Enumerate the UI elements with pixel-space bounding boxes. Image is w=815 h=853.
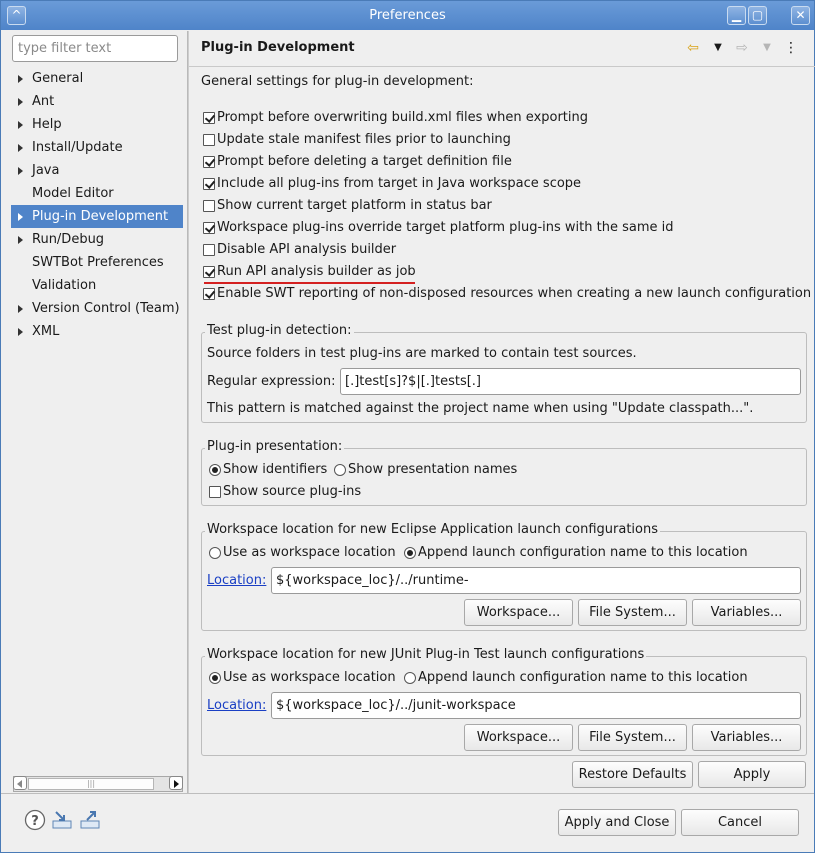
- tree-item[interactable]: [6, 182, 186, 205]
- svg-text:?: ?: [31, 814, 39, 829]
- eclipse-launch-group: [201, 522, 807, 631]
- export-icon[interactable]: [79, 809, 101, 831]
- group-title: Plug-in presentation:: [207, 439, 343, 454]
- tree-item-label: XML: [32, 324, 60, 339]
- location-link[interactable]: Location:: [207, 573, 267, 588]
- file-system-button[interactable]: File System...: [578, 599, 687, 626]
- tree-item-label: Validation: [32, 278, 97, 293]
- expand-arrow-icon[interactable]: [18, 236, 23, 244]
- file-system-button[interactable]: File System...: [578, 724, 687, 751]
- option-checkbox[interactable]: [203, 266, 215, 278]
- option-label: Prompt before deleting a target definition file: [217, 154, 512, 169]
- page-header: [189, 31, 815, 67]
- tree-item[interactable]: [6, 67, 186, 90]
- option-label: Disable API analysis builder: [217, 242, 397, 257]
- expand-arrow-icon[interactable]: [18, 75, 23, 83]
- title-bar: [1, 1, 814, 30]
- tree-item-label: Help: [32, 117, 62, 132]
- highlight-underline: [204, 282, 415, 284]
- expand-arrow-icon[interactable]: [18, 328, 23, 336]
- tree-item[interactable]: [6, 251, 186, 274]
- expand-arrow-icon[interactable]: [18, 167, 23, 175]
- use-workspace-radio[interactable]: [209, 672, 221, 684]
- location-link[interactable]: Location:: [207, 698, 267, 713]
- workspace-button[interactable]: Workspace...: [464, 599, 573, 626]
- group-title: Workspace location for new JUnit Plug-in Test launch configurations: [207, 647, 645, 662]
- show-identifiers-radio[interactable]: [209, 464, 221, 476]
- preference-page: [189, 31, 815, 793]
- close-button[interactable]: ✕: [791, 6, 810, 25]
- test-detection-group: [201, 323, 807, 423]
- option-checkbox[interactable]: [203, 222, 215, 234]
- location-input[interactable]: ${workspace_loc}/../junit-workspace: [271, 692, 801, 719]
- restore-defaults-button[interactable]: Restore Defaults: [572, 761, 693, 788]
- presentation-group: [201, 439, 807, 506]
- option-label: Workspace plug-ins override target platform plug-ins with the same id: [217, 220, 674, 235]
- apply-button[interactable]: Apply: [698, 761, 806, 788]
- option-checkbox[interactable]: [203, 200, 215, 212]
- cancel-button[interactable]: Cancel: [681, 809, 799, 836]
- tree-item-label: Model Editor: [32, 186, 114, 201]
- window-menu-button[interactable]: ^: [7, 6, 26, 25]
- junit-launch-group: [201, 647, 807, 756]
- test-detection-info: Source folders in test plug-ins are marked to contain test sources.: [207, 346, 637, 361]
- option-checkbox[interactable]: [203, 244, 215, 256]
- tree-item[interactable]: [6, 228, 186, 251]
- forward-dropdown-icon[interactable]: ▼: [763, 42, 771, 53]
- filter-input[interactable]: [12, 35, 178, 62]
- group-title: Workspace location for new Eclipse Application launch configurations: [207, 522, 659, 537]
- tree-item[interactable]: [11, 205, 183, 228]
- expand-arrow-icon[interactable]: [18, 144, 23, 152]
- scroll-right-button[interactable]: [169, 776, 183, 790]
- show-source-checkbox[interactable]: [209, 486, 221, 498]
- tree-item-label: Run/Debug: [32, 232, 105, 247]
- preference-navigation: [6, 31, 186, 793]
- append-name-radio[interactable]: [404, 547, 416, 559]
- tree-item[interactable]: [6, 136, 186, 159]
- footer-separator: [1, 793, 814, 794]
- back-arrow-icon[interactable]: ⇦: [687, 40, 699, 56]
- option-checkbox[interactable]: [203, 178, 215, 190]
- back-dropdown-icon[interactable]: ▼: [714, 42, 722, 53]
- option-label: Update stale manifest files prior to launching: [217, 132, 511, 147]
- scroll-left-button[interactable]: [13, 776, 27, 790]
- expand-arrow-icon[interactable]: [18, 121, 23, 129]
- tree-item-label: Install/Update: [32, 140, 123, 155]
- expand-arrow-icon[interactable]: [18, 98, 23, 106]
- tree-item[interactable]: [6, 297, 186, 320]
- option-checkbox[interactable]: [203, 134, 215, 146]
- window-title: Preferences: [369, 8, 446, 23]
- tree-item-label: Version Control (Team): [32, 301, 180, 316]
- forward-arrow-icon[interactable]: ⇨: [736, 40, 748, 56]
- maximize-button[interactable]: ▢: [748, 6, 767, 25]
- show-identifiers-label: Show identifiers: [223, 462, 328, 477]
- tree-item[interactable]: [6, 90, 186, 113]
- expand-arrow-icon[interactable]: [18, 213, 23, 221]
- option-checkbox[interactable]: [203, 156, 215, 168]
- append-name-label: Append launch configuration name to this location: [418, 545, 748, 560]
- apply-and-close-button[interactable]: Apply and Close: [558, 809, 676, 836]
- show-source-label: Show source plug-ins: [223, 484, 362, 499]
- tree-item[interactable]: [6, 159, 186, 182]
- tree-item-label: SWTBot Preferences: [32, 255, 164, 270]
- minimize-button[interactable]: ▁: [727, 6, 746, 25]
- use-workspace-label: Use as workspace location: [223, 670, 396, 685]
- tree-item-label: General: [32, 71, 84, 86]
- option-checkbox[interactable]: [203, 112, 215, 124]
- import-icon[interactable]: [51, 809, 73, 831]
- view-menu-icon[interactable]: ⋮: [784, 40, 798, 56]
- tree-item-label: Ant: [32, 94, 55, 109]
- location-input[interactable]: ${workspace_loc}/../runtime-: [271, 567, 801, 594]
- variables-button[interactable]: Variables...: [692, 599, 801, 626]
- preference-tree: [6, 67, 186, 343]
- group-title: Test plug-in detection:: [207, 323, 352, 338]
- append-name-label: Append launch configuration name to this location: [418, 670, 748, 685]
- option-label: Prompt before overwriting build.xml files when exporting: [217, 110, 589, 125]
- page-title: Plug-in Development: [201, 40, 355, 55]
- workspace-button[interactable]: Workspace...: [464, 724, 573, 751]
- option-label: Run API analysis builder as job: [217, 264, 416, 279]
- horizontal-scrollbar[interactable]: [13, 776, 183, 792]
- page-description: General settings for plug-in development:: [201, 74, 474, 89]
- expand-arrow-icon[interactable]: [18, 305, 23, 313]
- option-label: Enable SWT reporting of non-disposed resources when creating a new launch configuration: [217, 286, 812, 301]
- regex-label: Regular expression:: [207, 374, 336, 389]
- use-workspace-radio[interactable]: [209, 547, 221, 559]
- tree-item[interactable]: [6, 113, 186, 136]
- append-name-radio[interactable]: [404, 672, 416, 684]
- option-checkbox[interactable]: [203, 288, 215, 300]
- tree-item-label: Java: [32, 163, 60, 178]
- show-names-radio[interactable]: [334, 464, 346, 476]
- show-names-label: Show presentation names: [348, 462, 518, 477]
- tree-item-label: Plug-in Development: [32, 209, 169, 224]
- option-label: Show current target platform in status bar: [217, 198, 492, 213]
- variables-button[interactable]: Variables...: [692, 724, 801, 751]
- help-icon[interactable]: [24, 809, 46, 831]
- regex-note: This pattern is matched against the project name when using "Update classpath...".: [207, 401, 754, 416]
- tree-item[interactable]: [6, 320, 186, 343]
- option-label: Include all plug-ins from target in Java workspace scope: [217, 176, 582, 191]
- tree-item[interactable]: [6, 274, 186, 297]
- use-workspace-label: Use as workspace location: [223, 545, 396, 560]
- scroll-thumb[interactable]: |||: [28, 778, 154, 790]
- regex-input[interactable]: [.]test[s]?$|[.]tests[.]: [340, 368, 801, 395]
